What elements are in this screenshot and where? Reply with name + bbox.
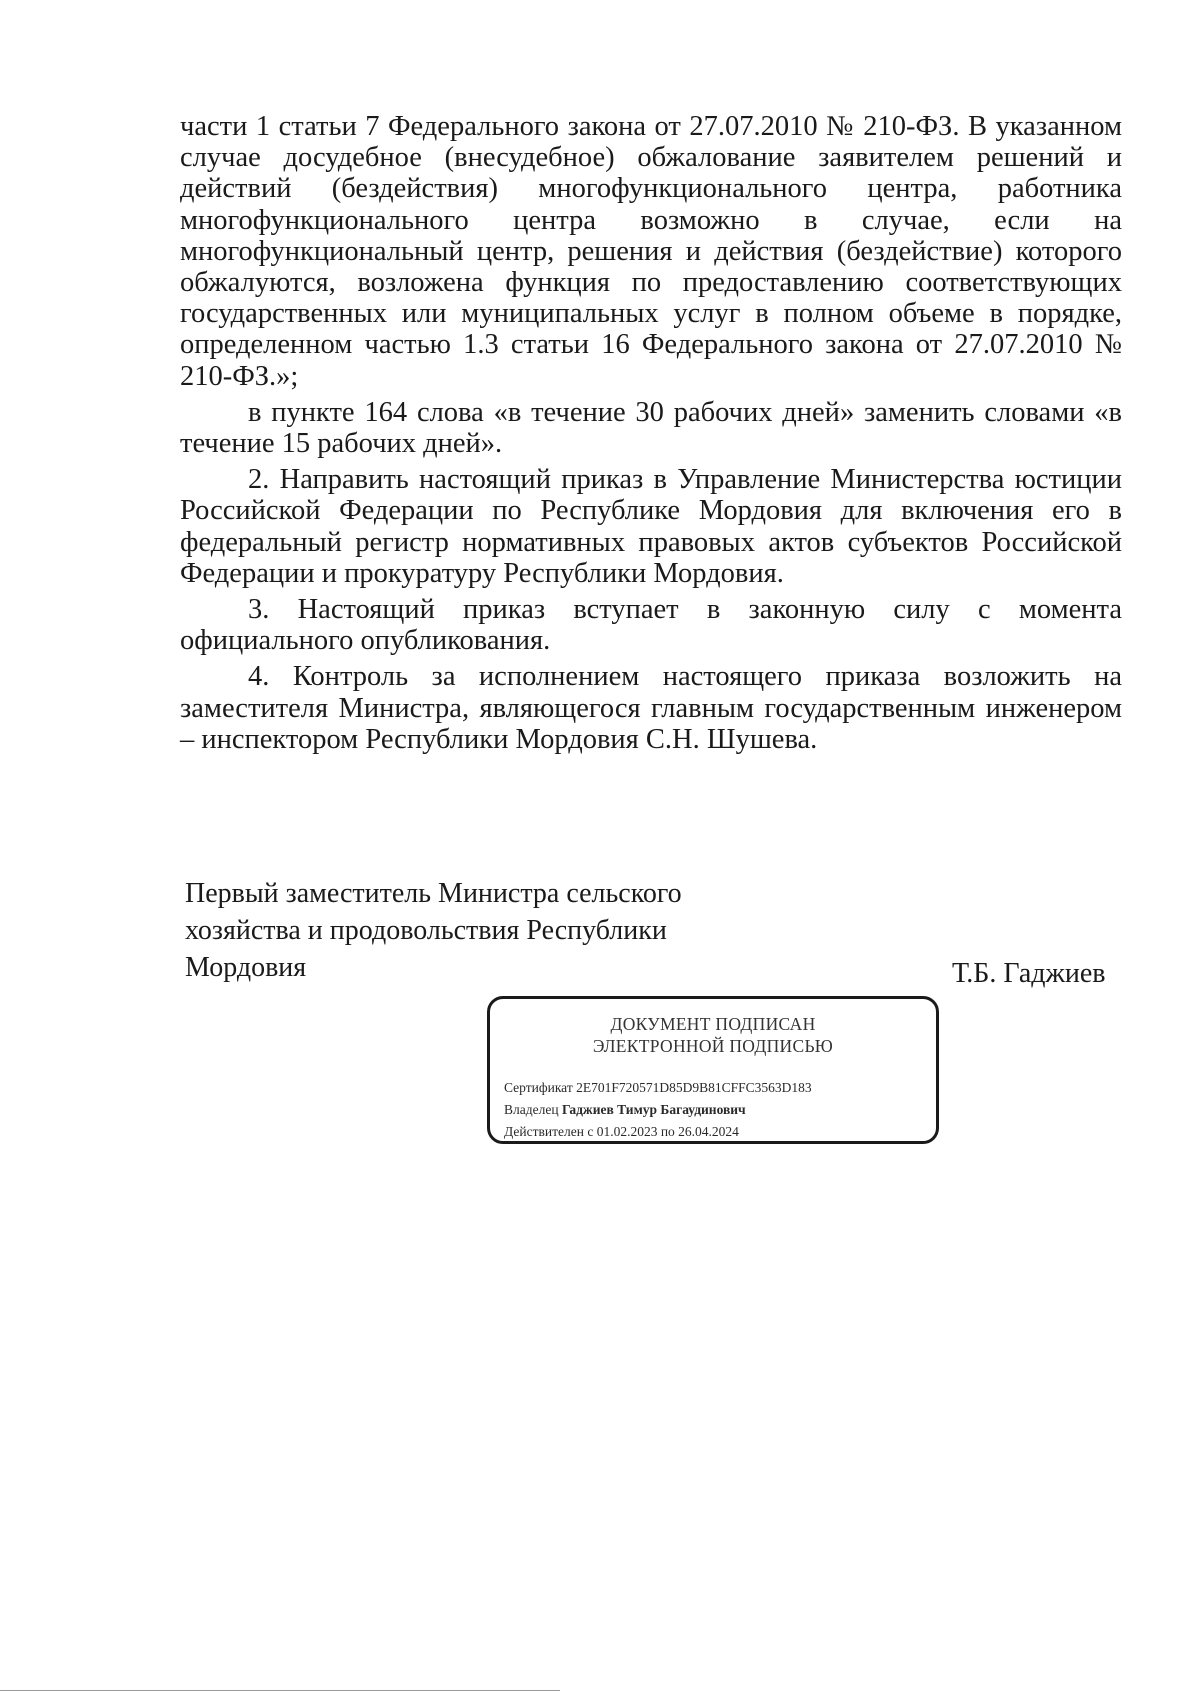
- stamp-title: [490, 1013, 936, 1057]
- paragraph-item-4: 4. Контроль за исполнением настоящего приказа возложить на заместителя Министра, являющегося главным государственным инженером – инспектором Республики Мордовия С.Н. Шушева.: [180, 661, 1122, 755]
- order-body-text: [180, 111, 1122, 755]
- paragraph-item-2: 2. Направить настоящий приказ в Управление Министерства юстиции Российской Федерации по Республике Мордовия для включения его в федеральный регистр нормативных правовых актов субъектов Российской Федерации и прокуратуру Республики Мордовия.: [180, 464, 1122, 589]
- paragraph-continuation: части 1 статьи 7 Федерального закона от 27.07.2010 № 210-ФЗ. В указанном случае досудебное (внесудебное) обжалование заявителем решений и действий (бездействия) многофункционального центра, работника многофункционального центра возможно в случае, если на многофункциональный центр, решения и действия (бездействие) которого обжалуются, возложена функция по предоставлению соответствующих государственных или муниципальных услуг в полном объеме в порядке, определенном частью 1.3 статьи 16 Федерального закона от 27.07.2010 № 210-ФЗ.»;: [180, 111, 1122, 392]
- valid-label: Действителен: [504, 1124, 588, 1139]
- stamp-certificate-row: [504, 1077, 812, 1099]
- stamp-owner-row: [504, 1099, 812, 1121]
- electronic-signature-stamp: [487, 996, 939, 1144]
- stamp-title-line: ЭЛЕКТРОННОЙ ПОДПИСЬЮ: [592, 1036, 834, 1056]
- certificate-value: 2E701F720571D85D9B81CFFC3563D183: [576, 1080, 812, 1095]
- valid-to-date: 26.04.2024: [678, 1124, 739, 1139]
- valid-to-label: по: [660, 1124, 679, 1139]
- stamp-details: [504, 1077, 812, 1143]
- signer-name: Т.Б. Гаджиев: [952, 958, 1106, 989]
- signer-position-line: Первый заместитель Министра сельского: [185, 878, 682, 909]
- stamp-title-line: ДОКУМЕНТ ПОДПИСАН: [610, 1014, 816, 1034]
- signer-position-line: Мордовия: [185, 952, 307, 983]
- valid-from-date: 01.02.2023: [596, 1124, 661, 1139]
- valid-from-label: с: [587, 1124, 597, 1139]
- paragraph-point-164: в пункте 164 слова «в течение 30 рабочих дней» заменить словами «в течение 15 рабочих дней».: [180, 396, 1122, 460]
- certificate-label: Сертификат: [504, 1080, 577, 1095]
- owner-label: Владелец: [504, 1102, 562, 1117]
- signer-position: [185, 875, 705, 986]
- stamp-validity-row: [504, 1121, 812, 1143]
- bottom-divider: [0, 1690, 560, 1691]
- owner-value: Гаджиев Тимур Багаудинович: [561, 1102, 746, 1117]
- paragraph-item-3: 3. Настоящий приказ вступает в законную силу с момента официального опубликования.: [180, 594, 1122, 657]
- signer-position-line: хозяйства и продовольствия Республики: [185, 915, 667, 946]
